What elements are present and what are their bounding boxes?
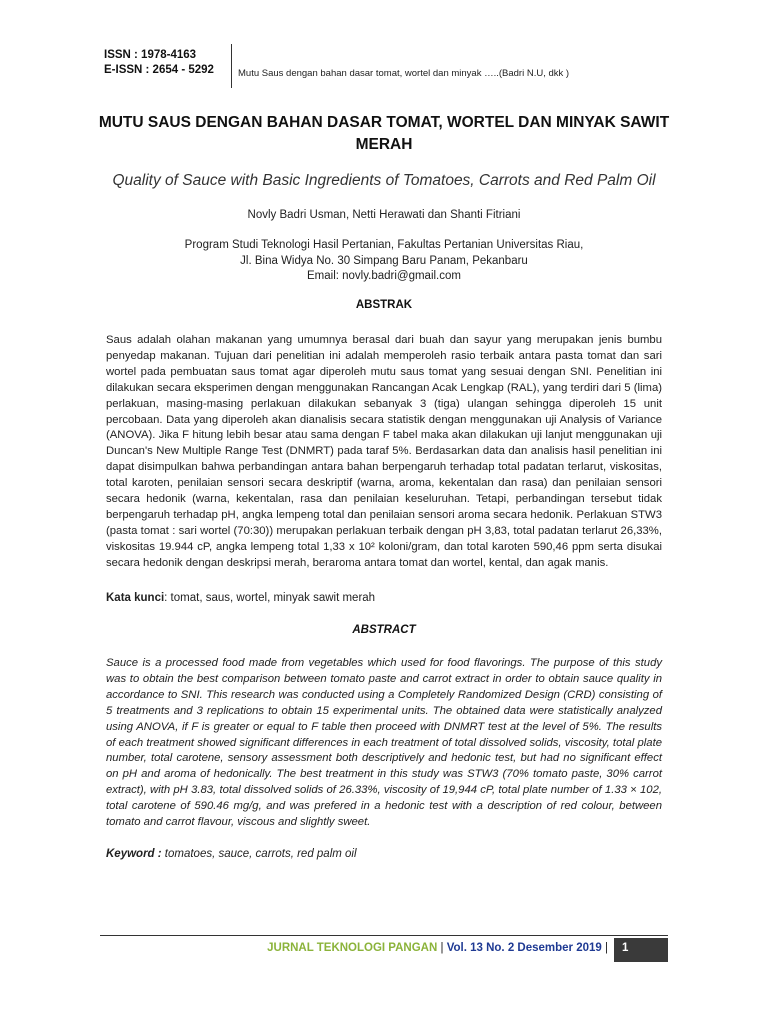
paper-subtitle: Quality of Sauce with Basic Ingredients of Tomatoes, Carrots and Red Palm Oil: [112, 172, 656, 189]
page-header: [104, 44, 672, 88]
paper-title: [96, 112, 672, 156]
page-footer: [100, 938, 668, 962]
authors: Novly Badri Usman, Netti Herawati dan Shanti Fitriani: [247, 209, 521, 221]
keyword: [106, 848, 662, 860]
affiliation-line2: Jl. Bina Widya No. 30 Simpang Baru Panam, Pekanbaru: [240, 254, 528, 267]
abstract-heading: ABSTRACT: [352, 624, 416, 636]
footer-separator: |: [437, 942, 447, 954]
kata-kunci: [106, 592, 662, 604]
page-number-box: [614, 938, 668, 962]
paper-title-line1: MUTU SAUS DENGAN BAHAN DASAR TOMAT, WORTEL DAN MINYAK SAWIT: [98, 114, 670, 131]
journal-name: JURNAL TEKNOLOGI PANGAN: [267, 942, 438, 954]
paper-title-line2: MERAH: [355, 136, 413, 153]
abstrak-heading: ABSTRAK: [355, 299, 413, 311]
affiliation: [96, 238, 672, 285]
kata-kunci-label: Kata kunci: [106, 592, 165, 604]
author-email: Email: novly.badri@gmail.com: [307, 270, 461, 282]
page-number: 1: [622, 942, 629, 954]
issn-block: [104, 48, 214, 78]
running-title: Mutu Saus dengan bahan dasar tomat, wortel dan minyak …..(Badri N.U, dkk ): [238, 68, 570, 79]
keyword-label: Keyword :: [106, 848, 162, 860]
abstract-body: Sauce is a processed food made from vegetables which used for food flavorings. The purpose of this study was to obtain the best comparison between tomato paste and carrot extract in order to obtain sauce quality in accordance to SNI. This research was conducted using a Completely Randomized Design (CRD) consisting of 5 treatments and 3 replications to obtain 15 experimental units. The obtained data were statistically analyzed using ANOVA, if F is greater or equal to F table then proceed with DNMRT test at the level of 5%. The results of each treatment showed significant differences in each treatment of total dissolved solids, viscosity, total plate number, total carotene, sensory assessment both descriptively and hedonic test, but had no significant effect on pH and aroma of hedonically. The best treatment in this study was STW3 (70% tomato paste, 30% carrot extract), with pH 3.83, total dissolved solids of 26.33%, viscosity of 19,944 cP, total plate number of 1.33 × 102, total carotene of 590.46 mg/g, and was prefered in a hedonic test with a description of red colour, between tomato and carrot flavour, viscous and slightly sweet.: [106, 657, 662, 829]
footer-rule: [100, 935, 668, 936]
journal-volume: Vol. 13 No. 2 Desember 2019: [446, 942, 602, 954]
affiliation-line1: Program Studi Teknologi Hasil Pertanian, Fakultas Pertanian Universitas Riau,: [184, 239, 584, 251]
footer-text: [267, 942, 608, 954]
footer-separator-2: |: [601, 942, 608, 954]
header-divider: [231, 44, 232, 88]
abstrak-body: Saus adalah olahan makanan yang umumnya berasal dari buah dan sayur yang merupakan jenis bumbu penyedap makanan. Tujuan dari penelitian ini adalah memperoleh rasio terbaik antara pasta tomat dan sari wortel pada pembuatan saus tomat agar diperoleh mutu saus tomat yang sesuai dengan SNI. Penelitian ini dilakukan secara eksperimen dengan menggunakan Rancangan Acak Lengkap (RAL), yang terdiri dari 5 (lima) perlakuan, masing-masing perlakuan dilakukan sebanyak 3 (tiga) ulangan sehingga diperoleh 15 unit percobaan. Data yang diperoleh akan dianalisis secara statistik dengan menggunakan uji Analysis of Variance (ANOVA). Jika F hitung lebih besar atau sama dengan F tabel maka akan dilakukan uji lanjut menggunakan uji Duncan's New Multiple Range Test (DNMRT) pada taraf 5%. Berdasarkan data dan analisis hasil penelitian ini dapat disimpulkan bahwa perbandingan antara bahan berpengaruh terhadap total padatan terlarut, viskositas, total karoten, penilaian sensori secara deskriptif (warna, aroma, kekentalan dan rasa) dan penilaian sensori secara hedonik (warna, kekentalan, rasa dan penilaian keseluruhan. Tetapi, perbandingan tersebut tidak berpengaruh terhadap pH, angka lempeng total dan penilaian sensori aroma secara hedonik. Perlakuan STW3 (pasta tomat : sari wortel (70:30)) merupakan perlakuan terbaik dengan pH 3,83, total padatan terlarut 26,33%, viskositas 19.944 cP, angka lempeng total 1,33 x 10² koloni/gram, dan total karoten 590,46 ppm serta disukai secara hedonik dengan deskripsi merah, beraroma antara tomat dan wortel, kental, dan agak manis.: [106, 334, 662, 569]
issn: ISSN : 1978-4163: [104, 49, 197, 61]
keyword-text: tomatoes, sauce, carrots, red palm oil: [161, 848, 357, 860]
eissn: E-ISSN : 2654 - 5292: [104, 64, 214, 76]
kata-kunci-text: : tomat, saus, wortel, minyak sawit merah: [164, 592, 376, 604]
